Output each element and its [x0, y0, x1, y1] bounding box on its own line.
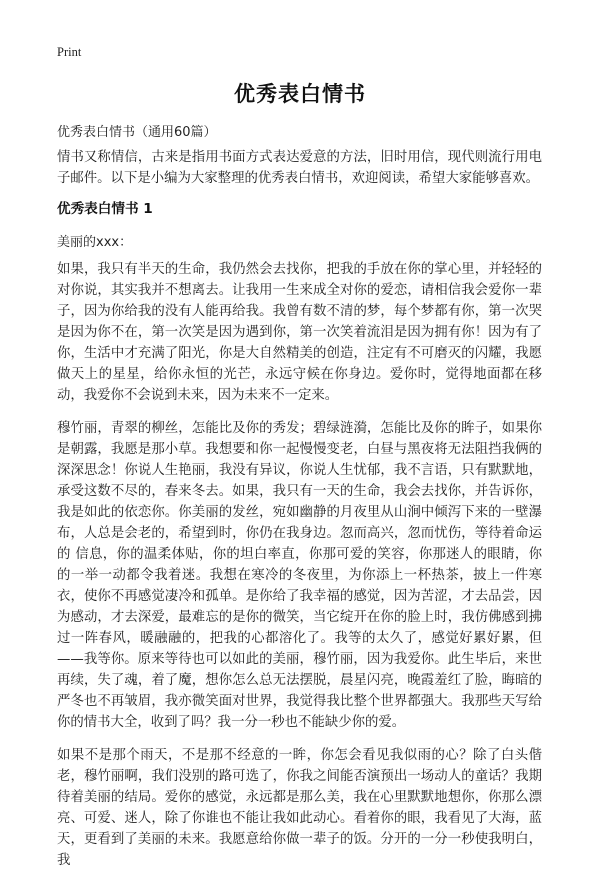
page-title: 优秀表白情书 [234, 82, 366, 106]
letter-paragraph-1: 如果，我只有半天的生命，我仍然会去找你，把我的手放在你的掌心里，并轻轻的对你说，其实我并不想离去。让我用一生来成全对你的爱恋，请相信我会爱你一辈子，因为你给我的没有人能再给我。我曾有数不清的梦，每个梦都有你，第一次哭是因为你不在，第一次笑是因为遇到你，第一次笑着流泪是因为拥有你！因为有了你，生活中才充满了阳光，你是大自然精美的创造，注定有不可磨灭的闪耀，我愿做天上的星星，给你永恒的光芒，永远守候在你身边。爱你时，觉得地面都在移动，我爱你不会说到未来，因为未来不一定来。 [57, 262, 542, 403]
document-subtitle: 优秀表白情书（通用60篇） [57, 125, 217, 140]
letter-salutation: 美丽的xxx： [57, 235, 133, 250]
letter-paragraph-3: 如果不是那个雨天，不是那不经意的一眸，你怎会看见我似雨的心？除了白头偕老，穆竹丽啊，我们没别的路可选了，你我之间能否演预出一场动人的童话？我期待着美丽的结局。爱你的感觉，永远都是那么美，我在心里默默地想你，你那么漂亮、可爱、迷人，除了你谁也不能让我如此动心。看着你的眼，我看见了大海，蓝天，更看到了美丽的未来。我愿意给你做一辈子的饭。分开的一分一秒使我明白，我 [57, 748, 542, 868]
print-link[interactable]: Print [57, 45, 82, 59]
intro-paragraph: 情书又称情信，古来是指用书面方式表达爱意的方法，旧时用信，现代则流行用电子邮件。以下是小编为大家整理的优秀表白情书，欢迎阅读，希望大家能够喜欢。 [57, 150, 542, 186]
section-heading: 优秀表白情书 1 [57, 201, 153, 217]
letter-paragraph-2: 穆竹丽，青翠的柳丝，怎能比及你的秀发；碧绿涟漪，怎能比及你的眸子，如果你是朝露，我愿是那小草。我想要和你一起慢慢变老，白昼与黑夜将无法阻挡我俩的深深思念！你说人生艳丽，我没有异议，你说人生忧郁，我不言语，只有默默地，承受这数不尽的，春来冬去。如果，我只有一天的生命，我会去找你，并告诉你，我是如此的依恋你。你美丽的发丝，宛如幽静的月夜里从山涧中倾泻下来的一壁瀑布，人总是会老的，希望到时，你仍在我身边。忽而高兴，忽而忧伤，等待着命运的 信息，你的温柔体贴，你的坦白率直，你那可爱的笑容，你那迷人的眼睛，你的一举一动都令我着迷。我想在寒冷的冬夜里，为你添上一杯热茶，披上一件寒衣，使你不再感觉凄冷和孤单。是你给了我幸福的感觉，因为苦涩，才去品尝，因为感动，才去深爱，最难忘的是你的微笑，当它绽开在你的脸上时，我仿佛感到拂过一阵春风，暖融融的，把我的心都溶化了。我等的太久了，感觉好累好累，但——我等你。原来等待也可以如此的美丽，穆竹丽，因为我爱你。此生毕后，来世再续，失了魂，着了魔，想你怎么总无法摆脱，晨星闪亮，晚霞羞红了脸，晦暗的严冬也不再皱眉，我亦微笑面对世界，我觉得我比整个世界都强大。我那些天写给你的情书大全，收到了吗？我一分一秒也不能缺少你的爱。 [57, 421, 542, 730]
article-body [57, 147, 542, 883]
